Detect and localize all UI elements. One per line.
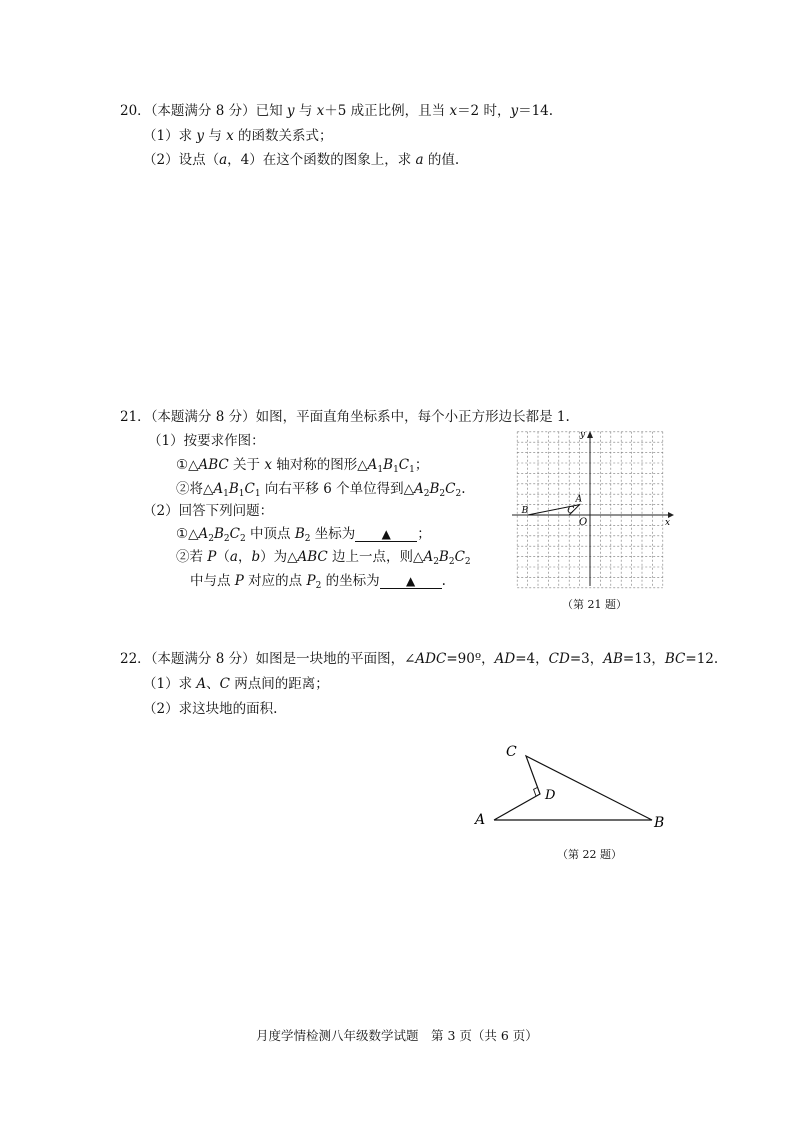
q21-part2-item2a: ②若 P（a，b）为△ABC 边上一点，则$\triangle A_2B_2C_2$ <box>176 549 471 567</box>
answer-blank-p2[interactable]: ▲ <box>380 574 442 589</box>
q20-stem: 20．（本题满分 8 分）已知 y 与 x＋5 成正比例，且当 x＝2 时，y＝14. <box>120 103 554 119</box>
point-a-label: A <box>575 494 583 505</box>
q20-sub2: （2）设点（a，4）在这个函数的图象上，求 a 的值. <box>143 152 460 168</box>
page-footer: 月度学情检测八年级数学试题 第 3 页（共 6 页） <box>256 1028 538 1043</box>
q21-part1-item2: ②将$\triangle A_1B_1C_1$ 向右平移 6 个单位得到$\triangle A_2B_2C_2$. <box>176 481 466 499</box>
point-c-label: C <box>506 744 517 760</box>
point-c-label: C <box>567 506 575 516</box>
q22-figure <box>470 738 680 838</box>
point-d-label: D <box>545 788 556 803</box>
x-axis-label: x <box>665 518 671 528</box>
right-angle-mark <box>534 787 538 796</box>
q21-figure <box>508 428 678 590</box>
quadrilateral-outline <box>494 756 652 820</box>
q22-sub1: （1）求 A、C 两点间的距离； <box>143 676 329 692</box>
q21-part2-item2b: 中与点 P 对应的点 $P_2$ 的坐标为 ▲ . <box>190 573 446 591</box>
q21-part1-title: （1）按要求作图： <box>148 433 265 449</box>
answer-blank-b2[interactable]: ▲ <box>355 527 417 542</box>
q22-sub2: （2）求这块地的面积. <box>143 701 278 717</box>
point-a-label: A <box>475 812 486 828</box>
q21-part2-item1: $①\triangle A_2B_2C_2$ 中顶点 $B_2$ 坐标为 ▲ ； <box>176 526 431 544</box>
q21-stem: 21．（本题满分 8 分）如图，平面直角坐标系中，每个小正方形边长都是 1. <box>120 409 570 425</box>
q21-figure-caption: （第 21 题） <box>562 598 627 611</box>
y-axis-label: y <box>580 430 586 440</box>
q20-sub1: （1）求 y 与 x 的函数关系式； <box>143 128 333 144</box>
q21-part2-title: （2）回答下列问题： <box>143 503 274 519</box>
point-b-label: B <box>654 815 665 831</box>
point-b-label: B <box>521 506 529 516</box>
origin-label: O <box>579 517 588 528</box>
q22-stem: 22．（本题满分 8 分）如图是一块地的平面图，∠ADC=90º，AD=4，CD=3，AB=13，BC=12. <box>120 651 719 667</box>
q22-figure-caption: （第 22 题） <box>557 848 622 861</box>
y-axis-arrow <box>587 431 593 438</box>
q21-part1-item1: ①△ABC 关于 x 轴对称的图形$\triangle A_1B_1C_1$； <box>176 457 429 475</box>
